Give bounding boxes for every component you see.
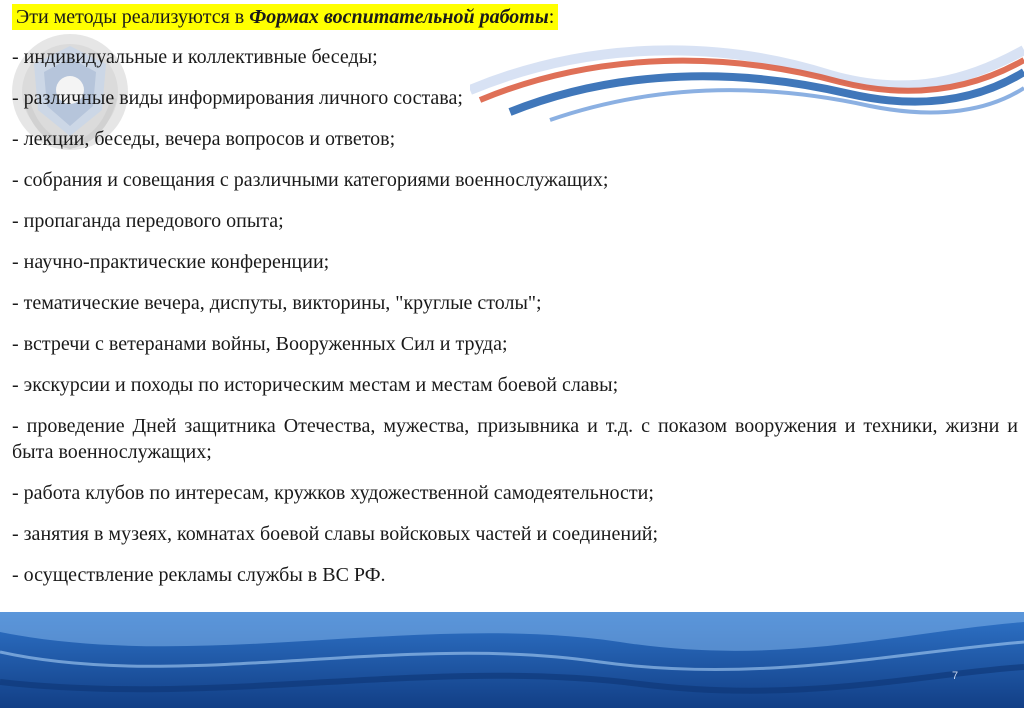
page-number: 7 [952,670,959,682]
heading-suffix: : [548,6,555,28]
list-item: - различные виды информирования личного состава; [12,87,463,109]
list-item: - проведение Дней защитника Отечества, мужества, призывника и т.д. с показом вооружения и техники, жизни и быта военнослужащих; [12,415,1018,463]
list-item: - экскурсии и походы по историческим местам и местам боевой славы; [12,374,619,396]
heading-emphasis: Формах воспитательной работы [249,6,549,28]
list-item: - тематические вечера, диспуты, викторины, "круглые столы"; [12,292,542,314]
list-item: - встречи с ветеранами войны, Вооруженных Сил и труда; [12,333,508,355]
blue-wave-decoration [0,612,1024,708]
slide-content [12,4,1018,603]
list-item: - собрания и совещания с различными категориями военнослужащих; [12,169,609,191]
list-item: - осуществление рекламы службы в ВС РФ. [12,564,386,586]
list-item: - научно-практические конференции; [12,251,330,273]
list-item: - работа клубов по интересам, кружков художественной самодеятельности; [12,482,654,504]
list-item: - лекции, беседы, вечера вопросов и ответов; [12,128,396,150]
methods-list [12,44,1018,588]
list-item: - пропаганда передового опыта; [12,210,284,232]
heading-prefix: Эти методы реализуются в [16,6,250,28]
slide-heading [12,4,558,30]
list-item: - занятия в музеях, комнатах боевой славы войсковых частей и соединений; [12,523,659,545]
list-item: - индивидуальные и коллективные беседы; [12,46,378,68]
